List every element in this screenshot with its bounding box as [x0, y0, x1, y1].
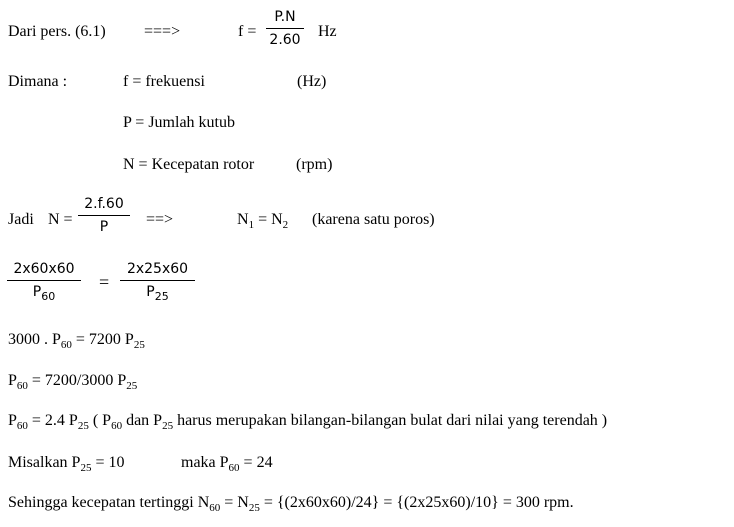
- ratio-left-denominator: [7, 283, 81, 301]
- line1-prefix: Dari pers. (6.1): [8, 23, 106, 40]
- eq5-c: = {(2x60x60)/24} = {(2x25x60)/10} = 300 rpm.: [259, 494, 574, 511]
- def-f-unit: (Hz): [297, 73, 327, 90]
- eq5-a: Sehingga kecepatan tertinggi N: [8, 494, 210, 511]
- line1-fraction: [266, 8, 304, 49]
- eq3-a: P: [8, 412, 17, 429]
- eq4-b: = 10: [91, 454, 125, 471]
- equation-4-left: [8, 453, 124, 473]
- jadi-numerator: 2.f.60: [84, 196, 124, 212]
- line1-lhs: f =: [238, 23, 257, 40]
- def-f: f = frekuensi: [123, 73, 205, 90]
- eq4-a: Misalkan P: [8, 454, 81, 471]
- eq4-c: maka P: [181, 454, 229, 471]
- line1-arrow: ===>: [144, 23, 181, 40]
- line1-numerator: P.N: [274, 9, 296, 25]
- line1-fraction-bar: [266, 28, 304, 29]
- dimana-label: Dimana :: [8, 73, 68, 90]
- ratio-right-bar: [120, 280, 195, 281]
- jadi-note: (karena satu poros): [312, 211, 435, 228]
- eq1-b-sub: 25: [133, 339, 145, 351]
- equation-4-right: [181, 453, 273, 473]
- jadi-n-equality: [237, 210, 288, 230]
- eq3-c: ( P: [88, 412, 112, 429]
- eq3-d: dan P: [122, 412, 163, 429]
- eq3-c-sub: 60: [111, 420, 123, 432]
- eq2-b: = 7200/3000 P: [27, 372, 127, 389]
- eq2-a-sub: 60: [16, 380, 28, 392]
- equation-3: [8, 411, 607, 431]
- eq4-d: = 24: [239, 454, 273, 471]
- def-n-unit: (rpm): [296, 156, 333, 173]
- jadi-denominator: P: [99, 219, 109, 235]
- ratio-right-fraction: [120, 260, 195, 301]
- eq3-b-sub: 25: [77, 420, 89, 432]
- eq1-b: = 7200 P: [71, 331, 134, 348]
- p25-base: P: [146, 284, 155, 300]
- eq2-b-sub: 25: [126, 380, 138, 392]
- eq1-a: 3000 . P: [8, 331, 61, 348]
- equation-2: [8, 371, 137, 391]
- jadi-arrow: ==>: [146, 211, 174, 228]
- p60-base: P: [32, 284, 42, 300]
- line1-unit: Hz: [318, 23, 337, 40]
- ratio-equals: =: [99, 272, 110, 292]
- p60-subscript: 60: [41, 290, 56, 303]
- ratio-right-numerator: 2x25x60: [126, 261, 189, 277]
- jadi-fraction-bar: [78, 215, 130, 216]
- eq4-c-sub: 60: [228, 462, 240, 474]
- n-equals: =: [254, 211, 272, 228]
- eq5-b: = N: [220, 494, 249, 511]
- eq4-a-sub: 25: [80, 462, 92, 474]
- n1-base: N: [237, 211, 249, 228]
- eq1-a-sub: 60: [60, 339, 72, 351]
- p25-subscript: 25: [154, 290, 169, 303]
- eq3-a-sub: 60: [16, 420, 28, 432]
- jadi-lhs: N =: [48, 211, 73, 228]
- eq3-e: harus merupakan bilangan-bilangan bulat dari nilai yang terendah ): [173, 412, 608, 429]
- eq5-b-sub: 25: [248, 502, 260, 514]
- eq3-d-sub: 25: [162, 420, 174, 432]
- n1-subscript: 1: [248, 219, 255, 231]
- jadi-fraction: [78, 195, 130, 236]
- eq5-a-sub: 60: [209, 502, 221, 514]
- ratio-left-numerator: 2x60x60: [13, 261, 75, 277]
- eq3-b: = 2.4 P: [27, 412, 78, 429]
- def-p: P = Jumlah kutub: [123, 114, 235, 131]
- ratio-left-bar: [7, 280, 81, 281]
- line1-denominator: 2.60: [269, 32, 301, 48]
- ratio-left-fraction: [7, 260, 81, 301]
- ratio-right-denominator: [120, 283, 195, 301]
- n2-subscript: 2: [282, 219, 289, 231]
- eq2-a: P: [8, 372, 17, 389]
- n2-base: N: [271, 211, 283, 228]
- jadi-prefix: Jadi: [8, 211, 34, 228]
- equation-1: [8, 330, 145, 350]
- equation-5: [8, 493, 574, 513]
- def-n: N = Kecepatan rotor: [123, 156, 255, 173]
